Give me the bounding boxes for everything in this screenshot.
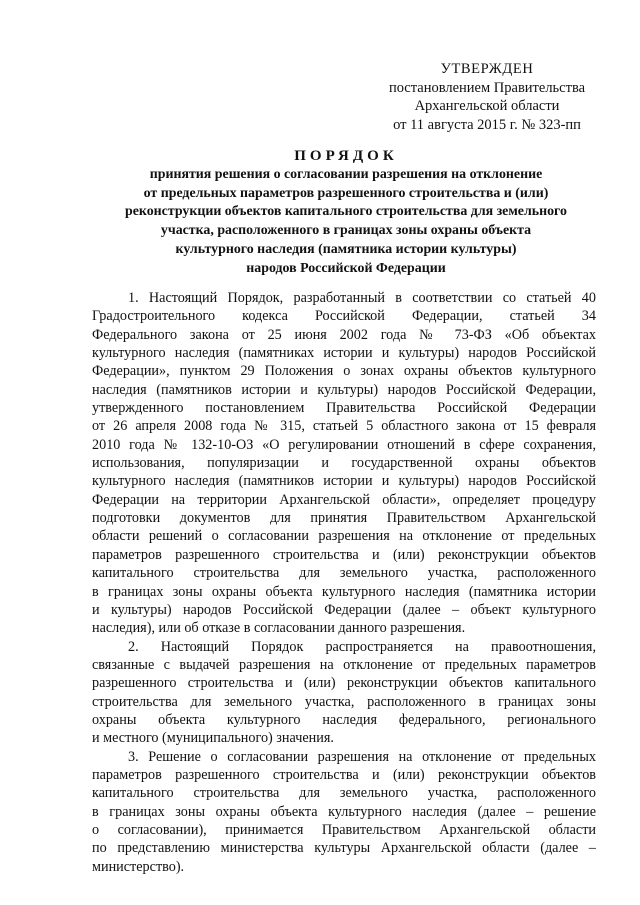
text-line: капитального строительства для земельного участка, расположенного bbox=[92, 565, 596, 582]
text-line: наследия), или об отказе в согласовании данного разрешения. bbox=[92, 620, 466, 637]
paragraph-3 bbox=[92, 748, 596, 876]
paragraph-1 bbox=[92, 289, 596, 638]
text-line: 2. Настоящий Порядок распространяется на правоотношения, bbox=[128, 638, 596, 655]
document-subtitle bbox=[60, 166, 632, 278]
text-line: области решений о согласовании разрешения на отклонение от предельных bbox=[92, 528, 596, 545]
text-line: использования, популяризации и государственной охраны объектов bbox=[92, 455, 596, 472]
approval-line: Архангельской области bbox=[414, 98, 560, 114]
approval-title: УТВЕРЖДЕН bbox=[440, 61, 534, 77]
text-line: утвержденного постановлением Правительства Российской Федерации bbox=[92, 400, 596, 417]
approval-stamp bbox=[372, 60, 602, 134]
text-line: капитального строительства для земельного участка, расположенного bbox=[92, 785, 596, 802]
text-line: в границах зоны охраны объекта культурного наследия (далее – решение bbox=[92, 803, 596, 820]
text-line: Федерального закона от 25 июня 2002 года № 73-ФЗ «Об объектах bbox=[92, 326, 596, 343]
text-line: по представлению министерства культуры Архангельской области (далее – bbox=[92, 840, 596, 857]
text-line: 3. Решение о согласовании разрешения на отклонение от предельных bbox=[128, 748, 596, 765]
text-line: связанные с выдачей разрешения на отклонение от предельных параметров bbox=[92, 656, 596, 673]
text-line: параметров разрешенного строительства и (или) реконструкции объектов bbox=[92, 546, 596, 563]
text-line: в границах зоны охраны объекта культурного наследия (памятника истории bbox=[92, 583, 596, 600]
text-line: Федерации на территории Архангельской области», определяет процедуру bbox=[92, 491, 596, 508]
approval-line: постановлением Правительства bbox=[388, 79, 586, 96]
document-title: ПОРЯДОК bbox=[294, 148, 398, 164]
subtitle-line: участка, расположенного в границах зоны охраны объекта bbox=[160, 223, 532, 239]
subtitle-line: от предельных параметров разрешенного строительства и (или) bbox=[143, 185, 549, 201]
subtitle-line: реконструкции объектов капитального строительства для земельного bbox=[125, 204, 567, 220]
text-line: от 26 апреля 2008 года № 315, статьей 5 областного закона от 15 февраля bbox=[92, 418, 596, 435]
approval-line: от 11 августа 2015 г. № 323-пп bbox=[393, 116, 581, 133]
text-line: 2010 года № 132-10-ОЗ «О регулировании отношений в сфере сохранения, bbox=[92, 436, 596, 453]
text-line: наследия (памятников истории и культуры) народов Российской Федерации, bbox=[92, 381, 596, 398]
text-line: строительства для земельного участка, расположенного в границах зоны bbox=[92, 693, 596, 710]
text-line: культурного наследия (памятников истории и культуры) народов Российской bbox=[92, 473, 596, 490]
text-line: и культуры) народов Российской Федерации (далее – объект культурного bbox=[92, 601, 596, 618]
subtitle-line: народов Российской Федерации bbox=[246, 260, 446, 276]
subtitle-line: культурного наследия (памятника истории культуры) bbox=[175, 241, 517, 257]
text-line: культурного наследия (памятниках истории и культуры) народов Российской bbox=[92, 345, 596, 362]
subtitle-line: принятия решения о согласовании разрешения на отклонение bbox=[149, 167, 543, 182]
text-line: разрешенного строительства и (или) реконструкции объектов капитального bbox=[92, 675, 596, 692]
document-body bbox=[92, 289, 596, 876]
text-line: охраны объекта культурного наследия федерального, регионального bbox=[92, 711, 596, 728]
text-line: и местного (муниципального) значения. bbox=[92, 730, 334, 747]
text-line: параметров разрешенного строительства и (или) реконструкции объектов bbox=[92, 766, 596, 783]
text-line: 1. Настоящий Порядок, разработанный в соответствии со статьей 40 bbox=[128, 290, 596, 306]
text-line: подготовки документов для принятия Правительством Архангельской bbox=[92, 510, 596, 527]
text-line: Федерации», пунктом 29 Положения о зонах охраны объектов культурного bbox=[92, 363, 596, 380]
text-line: Градостроительного кодекса Российской Федерации, статьей 34 bbox=[92, 308, 596, 325]
text-line: о согласовании), принимается Правительством Архангельской области bbox=[92, 821, 596, 838]
paragraph-2 bbox=[92, 638, 596, 748]
text-line: министерство). bbox=[92, 858, 185, 875]
